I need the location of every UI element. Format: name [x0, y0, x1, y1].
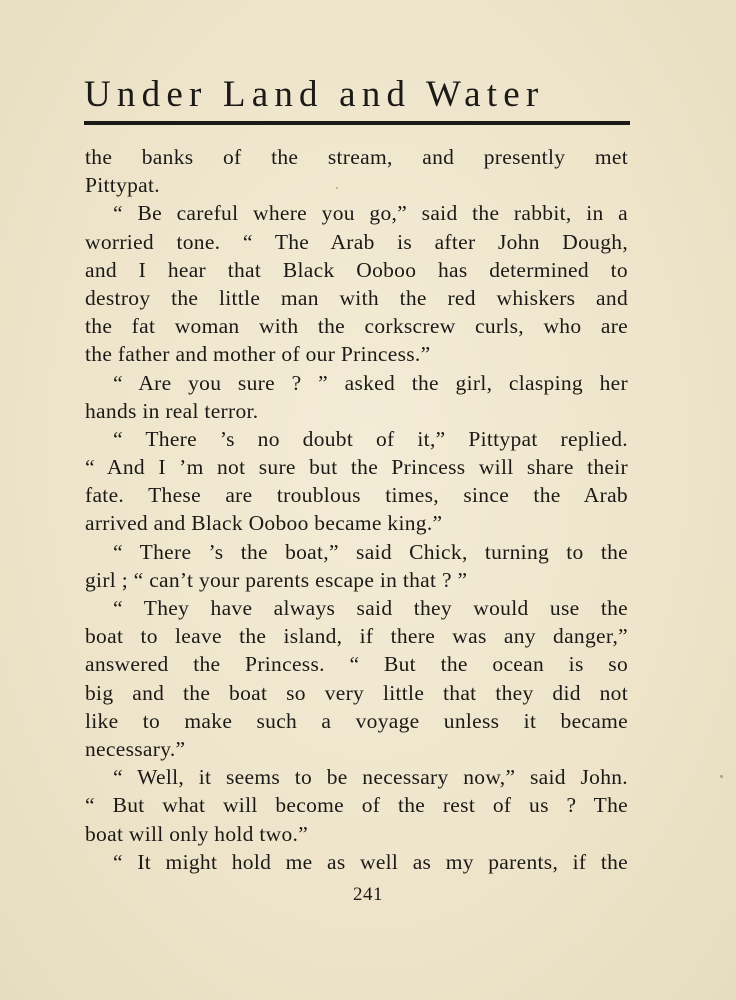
- text-line: like to make such a voyage unless it became: [85, 708, 628, 733]
- text-line: “ Are you sure ? ” asked the girl, clasping her: [113, 370, 628, 395]
- paper-speck: [720, 775, 723, 778]
- text-line: and I hear that Black Ooboo has determined to: [85, 257, 628, 282]
- text-line: girl ; “ can’t your parents escape in that ? ”: [85, 567, 468, 592]
- text-line: arrived and Black Ooboo became king.”: [85, 511, 443, 536]
- text-line: big and the boat so very little that they did not: [85, 680, 628, 705]
- text-line: “ They have always said they would use the: [113, 596, 628, 620]
- text-line: the banks of the stream, and presently met: [85, 145, 628, 169]
- text-line: “ But what will become of the rest of us ? The: [85, 793, 628, 818]
- text-line: necessary.”: [85, 736, 186, 761]
- paper-speck: [336, 187, 338, 189]
- text-line: the fat woman with the corkscrew curls, who are: [85, 314, 628, 339]
- text-line: boat will only hold two.”: [85, 821, 309, 846]
- text-line: “ There ’s no doubt of it,” Pittypat replied.: [113, 426, 628, 451]
- text-line: destroy the little man with the red whiskers and: [85, 285, 628, 310]
- text-line: Pittypat.: [85, 173, 160, 198]
- text-line: worried tone. “ The Arab is after John Dough,: [85, 229, 628, 254]
- text-line: “ There ’s the boat,” said Chick, turning to the: [113, 539, 628, 564]
- text-line: fate. These are troublous times, since the Arab: [85, 483, 628, 508]
- text-line: answered the Princess. “ But the ocean is so: [85, 652, 628, 677]
- text-line: hands in real terror.: [85, 398, 259, 423]
- text-line: the father and mother of our Princess.”: [85, 342, 431, 367]
- text-line: “ Be careful where you go,” said the rabbit, in a: [113, 201, 628, 226]
- text-line: “ It might hold me as well as my parents, if the: [113, 849, 628, 874]
- page-number: 241: [353, 884, 383, 905]
- text-line: “ Well, it seems to be necessary now,” said John.: [113, 765, 628, 790]
- running-head: Under Land and Water: [84, 74, 545, 115]
- header-rule: [84, 121, 630, 125]
- text-line: “ And I ’m not sure but the Princess will share their: [85, 455, 628, 480]
- body-text: [85, 143, 628, 876]
- text-line: boat to leave the island, if there was any danger,”: [85, 624, 628, 649]
